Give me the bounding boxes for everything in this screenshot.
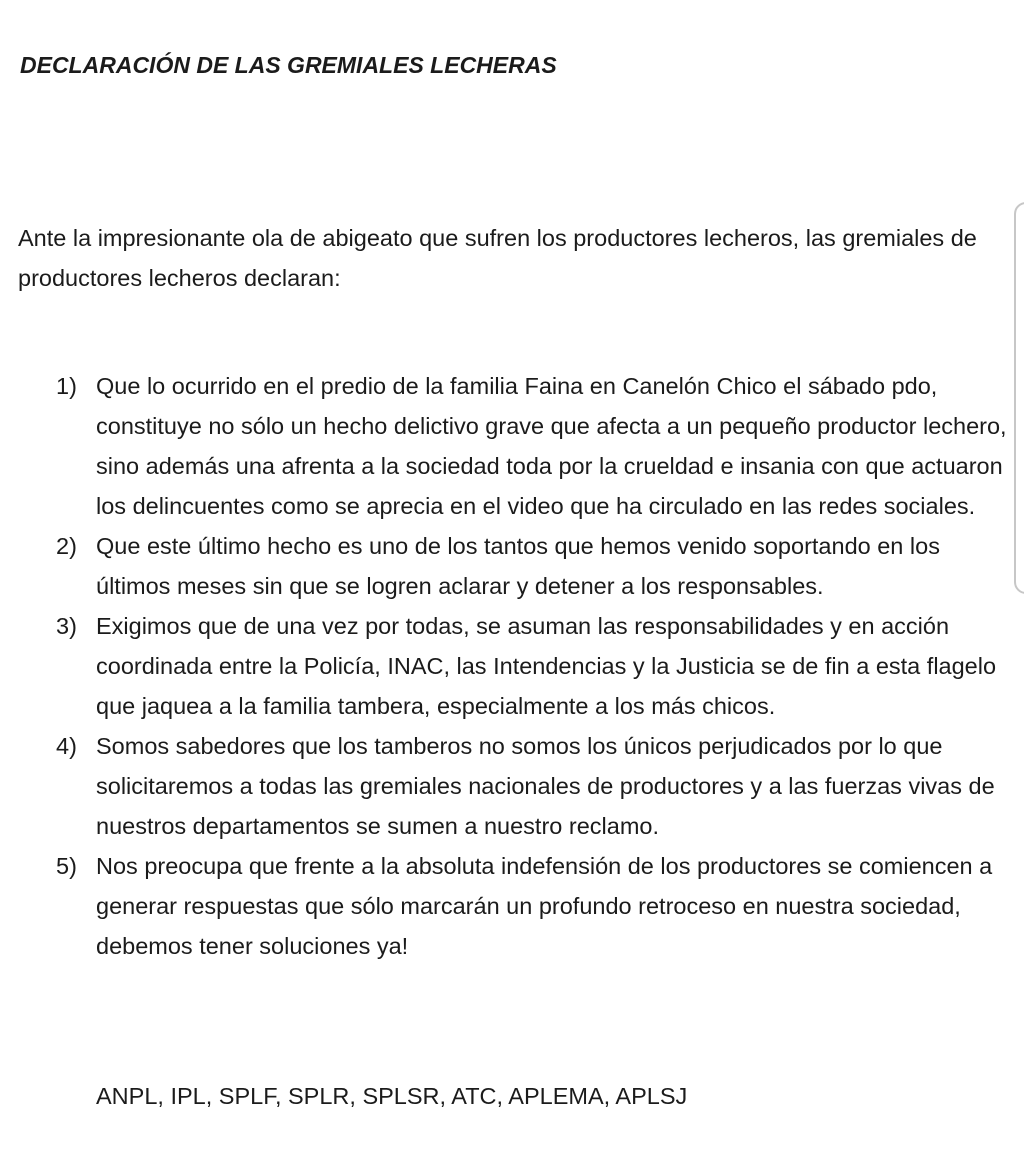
list-item-text: Que este último hecho es uno de los tantos que hemos venido soportando en los últimos meses sin que se logren aclarar y detener a los responsables. [96,533,940,599]
signatories-line: ANPL, IPL, SPLF, SPLR, SPLSR, ATC, APLEMA, APLSJ [96,1083,688,1109]
list-item-number: 5) [56,853,77,879]
list-item [0,846,1024,966]
document-title: DECLARACIÓN DE LAS GREMIALES LECHERAS [20,52,557,78]
list-item-number: 1) [56,373,77,399]
list-item-text: Exigimos que de una vez por todas, se asuman las responsabilidades y en acción coordinada entre la Policía, INAC, las Intendencias y la Justicia se de fin a esta flagelo que jaquea a la familia tambera, especialmente a los más chicos. [96,613,997,719]
list-item-number: 4) [56,733,77,759]
intro-paragraph: Ante la impresionante ola de abigeato que sufren los productores lecheros, las gremiales de productores lecheros declaran: [18,225,977,291]
list-item-text: Que lo ocurrido en el predio de la familia Faina en Canelón Chico el sábado pdo, constituye no sólo un hecho delictivo grave que afecta a un pequeño productor lechero, sino además una afrenta a la sociedad toda por la crueldad e insania con que actuaron los delincuentes como se aprecia en el video que ha circulado en las redes sociales. [96,373,1007,519]
page-edge-scroll-handle[interactable] [1014,202,1024,594]
list-item [0,606,1024,726]
declaration-list [0,366,1024,966]
list-item-text: Nos preocupa que frente a la absoluta indefensión de los productores se comiencen a generar respuestas que sólo marcarán un profundo retroceso en nuestra sociedad, debemos tener soluciones ya! [96,853,993,959]
list-item [0,366,1024,526]
list-item-number: 3) [56,613,77,639]
list-item [0,526,1024,606]
list-item [0,726,1024,846]
list-item-text: Somos sabedores que los tamberos no somos los únicos perjudicados por lo que solicitaremos a todas las gremiales nacionales de productores y a las fuerzas vivas de nuestros departamentos se sumen a nuestro reclamo. [96,733,995,839]
list-item-number: 2) [56,533,77,559]
